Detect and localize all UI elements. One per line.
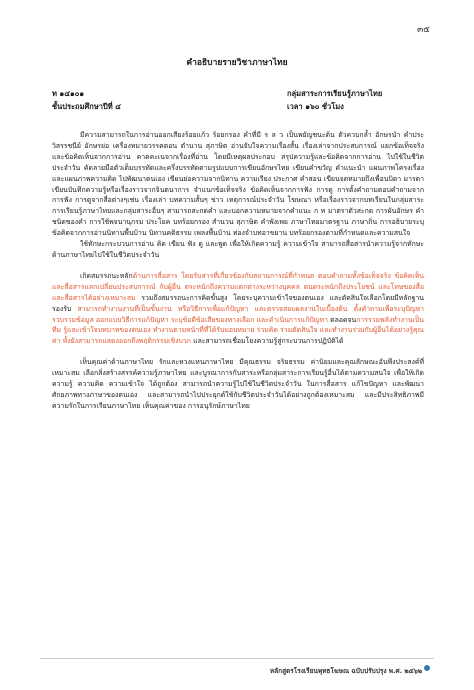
highlight-communication: ด้านการสื่อสาร โดยรับสารที่เกี่ยวข้องกับสถานการณ์ที่กำหนด ตอบคำถามทั้งข้อเท็จจริง ข้อคิดเห็น และสื่อสารแลกเปลี่ยนประสบการณ์ กับผู้อื่น ตระหนักถึงความแตกต่างระหว่างบุคคล ตนตระหนักถึงประโยชน์ และโทษของสื่อ และสื่อสารได้อย่างเหมาะสม xyxy=(52,271,424,302)
meta-row-1 xyxy=(52,88,422,100)
footer-text: หลักสูตรโรงเรียนพุทธโฆษณ ฉบับปรับปรุง พ.ศ. ๒๕๖๒ xyxy=(269,667,422,675)
competency-linker: ตลอดจน xyxy=(327,315,357,324)
highlight-problem-solving: สามารถทำงานงานที่เป็นขั้นงาน หรือวิธีการเพื่อแก้ปัญหา และตรวจสอบผลงานในเบื้องต้น ตั้งคำถามเพื่อระบุปัญหา รวบรวมข้อมูล ออกแบบวิธีการแก้ปัญหา ระบุข้อดีข้อเสียของทางเลือก และดำเนินการแก้ปัญหา xyxy=(52,304,424,324)
paragraph-2: ใช้ทักษะกระบวนการอ่าน คิด เขียน ฟัง ดู และพูด เพื่อให้เกิดความรู้ ความเข้าใจ สามารถสื่อสารนำความรู้จากทักษะ ด้านภาษาไทยไปใช้ในชีวิตประจำวัน xyxy=(52,240,424,259)
course-code: ท ๑๔๑๐๑ xyxy=(52,89,85,98)
study-time: เวลา ๑๖๐ ชั่วโมง xyxy=(287,102,344,111)
page-title: คำอธิบายรายวิชาภาษาไทย xyxy=(186,58,288,68)
paragraph-4: เห็นคุณค่าด้านภาษาไทย รักและหวงแหนภาษาไทย มีคุณธรรม จริยธรรม ค่านิยมและคุณลักษณะอันพึงประสงค์ที่เหมาะสม เลือกสิ่งสร้างสรรค์ความรู้ภาษาไทย และบูรณาการกับสาระหรือกลุ่มสาระการเรียนรู้อื่นได้ตามความสนใจ เพื่อให้เกิดความรู้ ความคิด ความเข้าใจ ได้ถูกต้อง สามารถนำความรู้ไปใช้ในชีวิตประจำวัน ในการสื่อสาร แก้ไขปัญหา และพัฒนาศักยภาพทางภาษาของตนเอง และสามารถนำไปประยุกต์ใช้กับชีวิตประจำวันได้อย่างถูกต้องเหมาะสม และมีประสิทธิภาพมีความรักในการเรียนภาษาไทย เห็นคุณค่าของ การอนุรักษ์ภาษาไทย xyxy=(52,358,424,410)
competency-intro: เกิดสมรรถนะหลัก xyxy=(80,271,133,280)
competency-thinking: รวมถึงสมรรถนะการคิดขั้นสูง โดยระบุความเข้าใจของตนเอง และตัดสินใจเลือกโดยมีหลักฐานรองรับ xyxy=(52,293,424,313)
subject-group: กลุ่มสาระการเรียนรู้ภาษาไทย xyxy=(287,89,383,98)
page-footer xyxy=(0,652,474,690)
highlight-teamwork: การรวมพลังทำงานเป็นทีม รู้และเข้าใจบทบาทของตนเอง ทำงานตามหน้าที่ที่ได้รับมอบหมาย ร่วมคิด ร่วมตัดสินใจ และทำงานร่วมกับผู้อื่นได้อย่างรู้คุณค่า ทั้งยังสามารถแสดงออกถึงพฤติกรรมเชิงบวก xyxy=(52,315,425,346)
footer-divider xyxy=(40,658,434,659)
grade-level: ชั้นประถมศึกษาปีที่ ๔ xyxy=(52,102,121,111)
paragraph-3 xyxy=(52,271,424,347)
course-description xyxy=(52,130,424,412)
competency-closing: และสามารถเชื่อมโยงความรู้สู่กระบวนการปฏิบัติได้ xyxy=(190,337,344,346)
paragraph-1: มีความสามารถในการอ่านออกเสียงร้อยแก้ว ร้อยกรอง คำที่มี ร ล ว เป็นพยัญชนะต้น ตัวควบกล้ำ อักษรนำ คำประวิสรรชนีย์ อักษรย่อ เครื่องหมายวรรคตอน ตำนาน สุภาษิต อ่านจับใจความเรื่องสั้น เรื่องเล่าจากประสบการณ์ แยกข้อเท็จจริงและข้อคิดเห็นจากการอ่าน คาดคะเนจากเรื่องที่อ่าน โดยมีเหตุผลประกอบ สรุปความรู้และข้อคิดจากการอ่าน ไปใช้ในชีวิตประจำวัน คัดลายมือตัวเต็มบรรทัดและครึ่งบรรทัดตามรูปแบบการเขียนอักษรไทย เขียนคำขวัญ คำแนะนำ แผนภาพโครงเรื่อง และแผนภาพความคิด ไปพัฒนาตนเอง เขียนย่อความจากนิทาน ความเรียง ประกาศ คำสอน เขียนจดหมายถึงเพื่อนบิดา มารดา เขียนบันทึกความรู้หรือเรื่องราวจากจินตนาการ จำแนกข้อเท็จจริง ข้อคิดเห็นจากการฟัง การดู การตั้งคำถามตอบคำถามจากการฟัง การดูจากสื่อต่างๆเช่น เรื่องเล่า บทความสั้นๆ ข่าว เหตุการณ์ประจำวัน โฆษณา หรือเรื่องราวจากบทเรียนในกลุ่มสาระการเรียนรู้ภาษาไทยและกลุ่มสาระอื่นๆ สามารถสะกดคำ และบอกความหมายจากคำแนะ ก ท มาตราตัวสะกด การผันอักษร คำ ชนิดของคำ การใช้พจนานุกรม ประโยค บทร้อยกรอง สำนวน สุภาษิต คำพังเพย ภาษาไทยมาตรฐาน ภาษาถิ่น การอธิบายระบุข้อคิดจากการอ่านนิทานพื้นบ้าน นิทานคติธรรม เพลงพื้นบ้าน ท่องจำบทอาขยาน บทร้อยกรองตามที่กำหนดและความสนใจ xyxy=(52,131,424,238)
page-number: ๓๕ xyxy=(417,25,430,35)
meta-row-2 xyxy=(52,101,422,113)
footer-dot-icon xyxy=(424,665,430,671)
